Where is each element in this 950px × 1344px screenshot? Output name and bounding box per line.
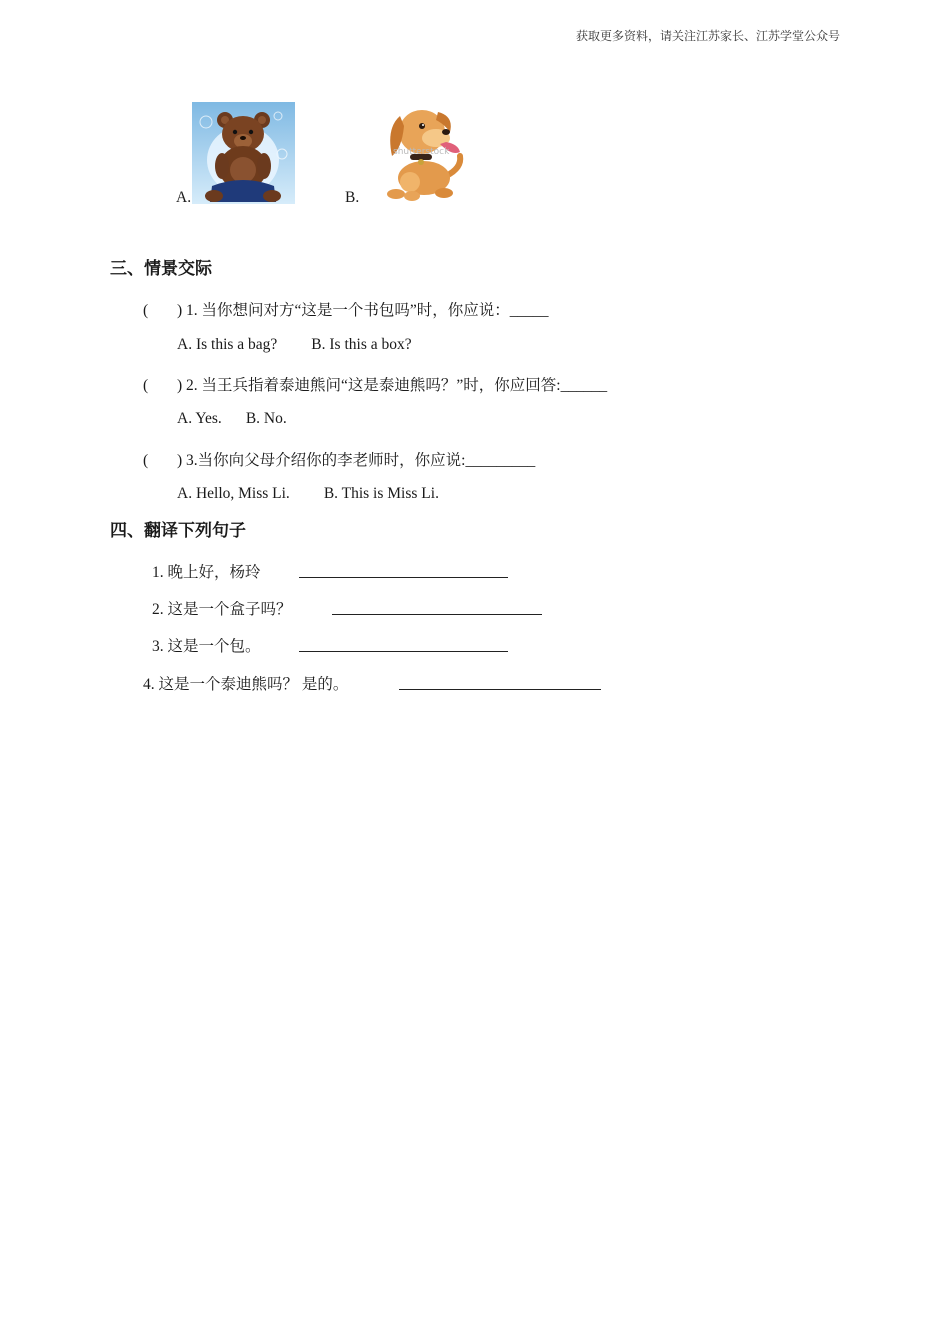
option-a: A. Is this a bag? — [177, 336, 278, 353]
option-b: B. Is this a box? — [311, 336, 412, 353]
answer-paren[interactable]: ( — [143, 377, 149, 394]
section-3-title: 三、情景交际 — [110, 259, 212, 279]
option-b: B. No. — [245, 410, 287, 427]
option-b: B. This is Miss Li. — [323, 485, 439, 502]
picture-b-label: B. — [345, 189, 360, 206]
question-2-options — [177, 410, 287, 428]
answer-line[interactable] — [332, 600, 542, 615]
answer-line[interactable] — [299, 563, 508, 578]
question-2-text: ) 2. 当王兵指着泰迪熊问“这是泰迪熊吗？”时，你应回答:______ — [177, 377, 608, 394]
question-3 — [143, 448, 535, 470]
translate-item-text: 3. 这是一个包。 — [152, 638, 261, 655]
option-a: A. Yes. — [177, 410, 222, 427]
translate-item-1 — [152, 560, 261, 582]
question-1-text: ) 1. 当你想问对方“这是一个书包吗”时，你应说：_____ — [177, 302, 549, 319]
translate-item-3 — [152, 634, 261, 656]
translate-item-text: 2. 这是一个盒子吗？ — [152, 601, 292, 618]
question-2 — [143, 373, 607, 395]
picture-a-label: A. — [176, 189, 192, 206]
answer-paren[interactable]: ( — [143, 452, 149, 469]
translate-item-text: 4. 这是一个泰迪熊吗？ 是的。 — [143, 676, 349, 693]
header-note: 获取更多资料，请关注江苏家长、江苏学堂公众号 — [575, 29, 840, 43]
question-1 — [143, 298, 549, 320]
answer-paren[interactable]: ( — [143, 302, 149, 319]
section-4-title: 四、翻译下列句子 — [110, 521, 246, 541]
question-3-text: ) 3.当你向父母介绍你的李老师时，你应说:_________ — [177, 452, 536, 469]
translate-item-text: 1. 晚上好，杨玲 — [152, 564, 261, 581]
watermark-text: shutterstock — [393, 147, 450, 157]
translate-item-2 — [152, 597, 292, 619]
option-a: A. Hello, Miss Li. — [177, 485, 290, 502]
question-3-options — [177, 485, 439, 503]
answer-line[interactable] — [299, 637, 508, 652]
teddy-bear-image — [192, 102, 295, 204]
puppy-dog-image — [366, 98, 470, 206]
question-1-options — [177, 336, 412, 354]
answer-line[interactable] — [399, 675, 601, 690]
translate-item-4 — [143, 672, 348, 694]
